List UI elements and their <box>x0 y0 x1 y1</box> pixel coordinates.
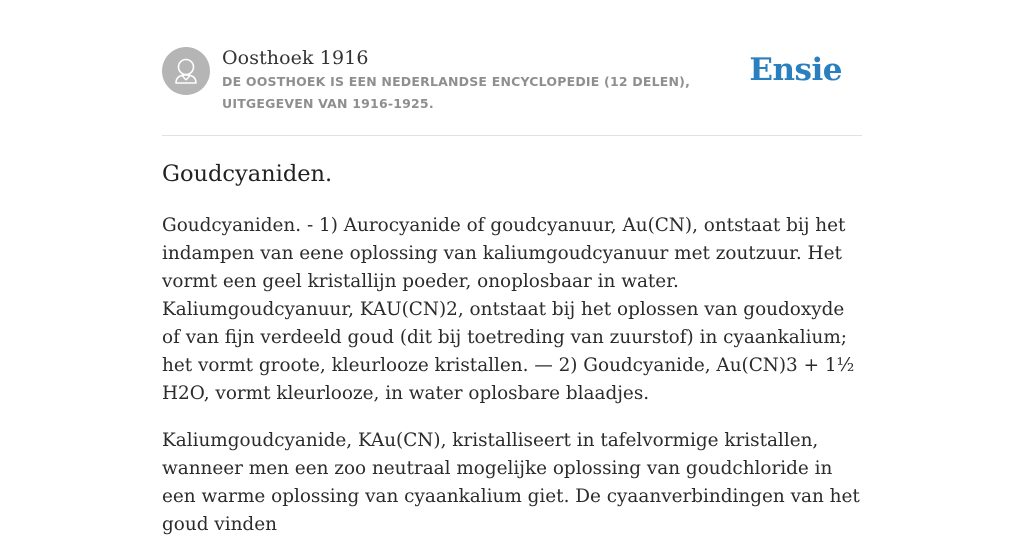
user-icon <box>162 47 210 95</box>
article-paragraph: Kaliumgoudcyanide, KAu(CN), kristalliseert in tafelvormige kristallen, wanneer men een zoo neutraal mogelijke oplossing van goudchloride in een warme oplossing van cyaankalium giet. De cyaanverbindingen van het goud vinden <box>162 430 860 535</box>
source-description: DE OOSTHOEK IS EEN NEDERLANDSE ENCYCLOPEDIE (12 DELEN), UITGEGEVEN VAN 1916-1925. <box>222 74 691 111</box>
article-title: Goudcyaniden. <box>162 161 333 187</box>
article-paragraph: Goudcyaniden. - 1) Aurocyanide of goudcyanuur, Au(CN), ontstaat bij het indampen van eene oplossing van kaliumgoudcyanuur met zoutzuur. Het vormt een geel kristallijn poeder, onoplosbaar in water. Kaliumgoudcyanuur, KAU(CN)2, ontstaat bij het oplossen van goudoxyde of van fijn verdeeld goud (dit bij toetreding van zuurstof) in cyaankalium; het vormt groote, kleurlooze kristallen. — 2) Goudcyanide, Au(CN)3 + 1½ H2O, vormt kleurlooze, in water oplosbare blaadjes. <box>162 215 855 404</box>
ensie-logo[interactable]: Ensie <box>749 52 842 88</box>
article-body <box>162 212 862 558</box>
content-container <box>162 0 862 535</box>
source-header <box>162 0 862 136</box>
source-info <box>222 45 762 115</box>
source-name[interactable]: Oosthoek 1916 <box>222 47 369 69</box>
source-avatar[interactable] <box>162 47 210 95</box>
